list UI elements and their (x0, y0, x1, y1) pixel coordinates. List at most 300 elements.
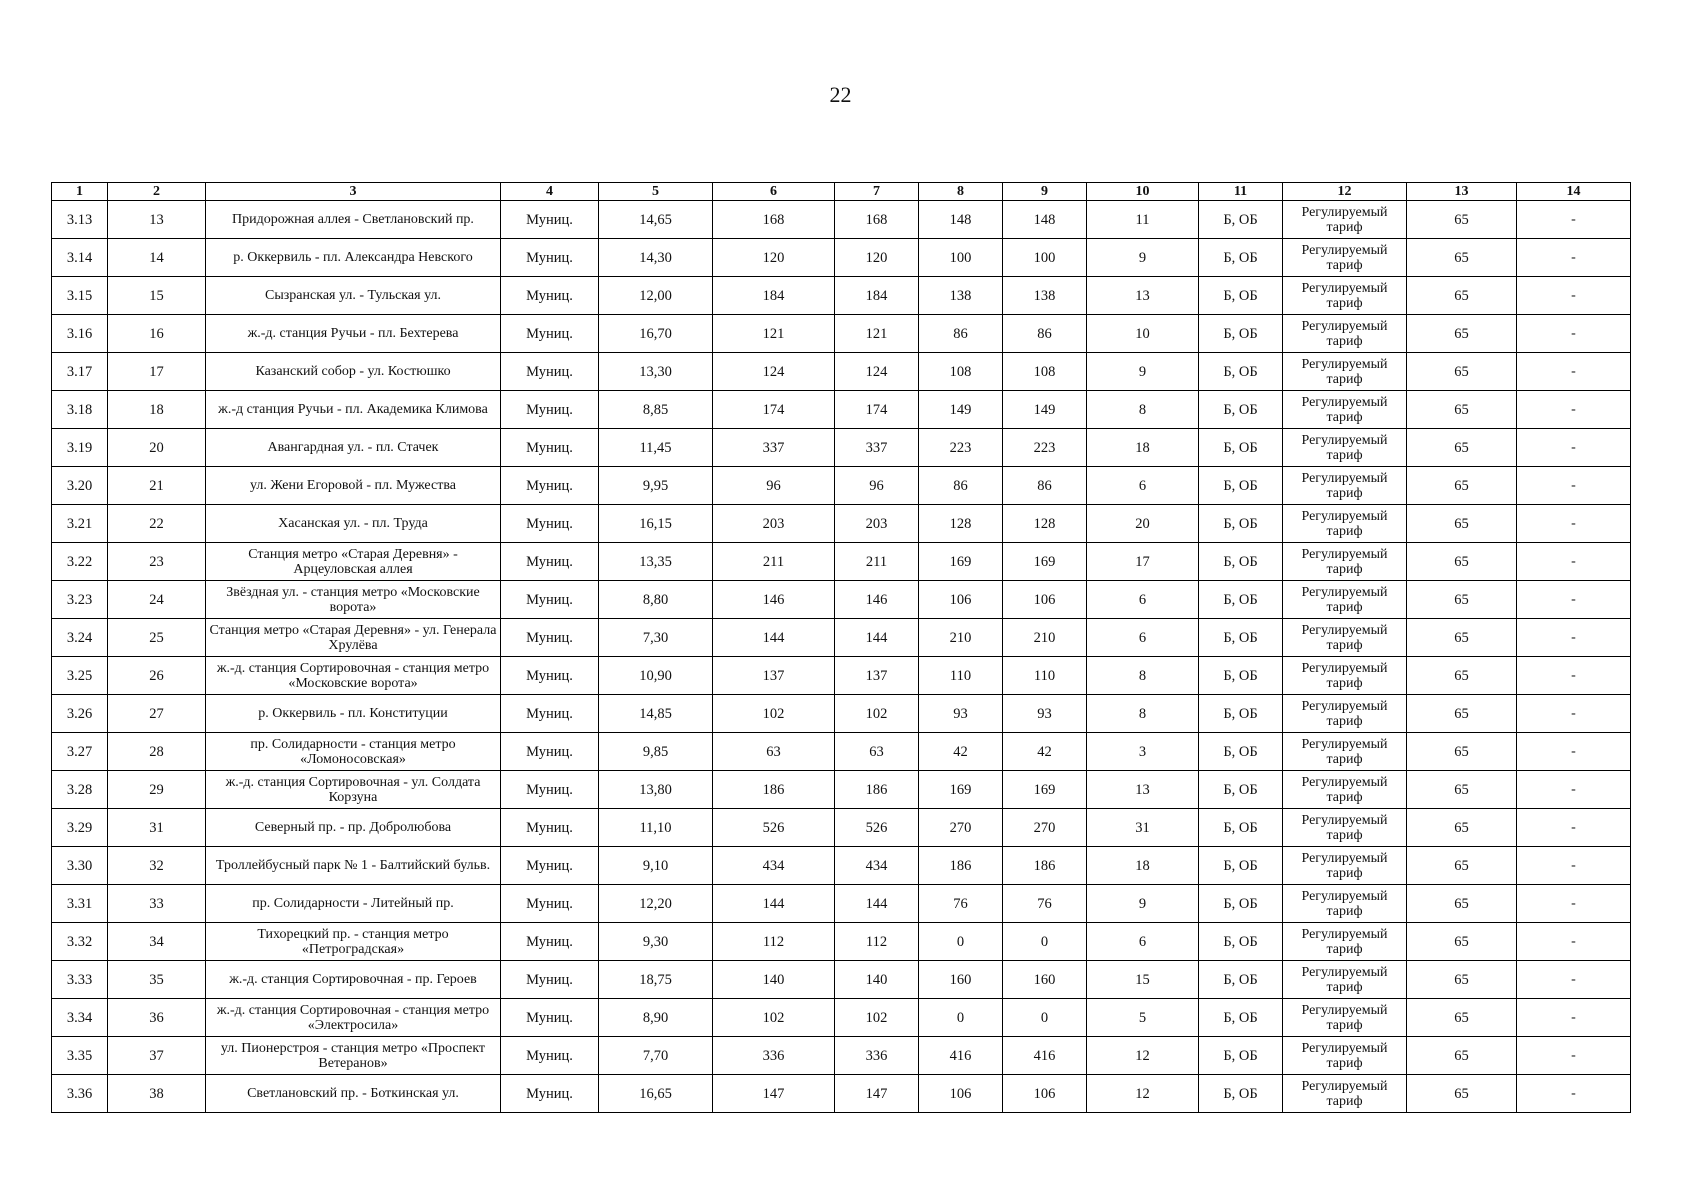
value-cell: 210 (919, 619, 1003, 657)
dash-cell: - (1517, 581, 1631, 619)
value-cell: 160 (919, 961, 1003, 999)
value-cell: 42 (919, 733, 1003, 771)
value-cell: 65 (1407, 277, 1517, 315)
value-cell: 106 (919, 581, 1003, 619)
dash-cell: - (1517, 353, 1631, 391)
column-header: 8 (919, 183, 1003, 201)
table-row (52, 771, 1631, 809)
value-cell: 76 (1003, 885, 1087, 923)
route-number-cell: 28 (108, 733, 206, 771)
value-cell: 108 (1003, 353, 1087, 391)
dash-cell: - (1517, 847, 1631, 885)
dash-cell: - (1517, 657, 1631, 695)
row-number-cell: 3.30 (52, 847, 108, 885)
type-cell: Б, ОБ (1199, 467, 1283, 505)
type-cell: Б, ОБ (1199, 771, 1283, 809)
owner-cell: Муниц. (501, 695, 599, 733)
length-cell: 9,30 (599, 923, 713, 961)
table-row (52, 239, 1631, 277)
route-number-cell: 16 (108, 315, 206, 353)
value-cell: 128 (1003, 505, 1087, 543)
table-row (52, 505, 1631, 543)
dash-cell: - (1517, 999, 1631, 1037)
owner-cell: Муниц. (501, 771, 599, 809)
tariff-cell: Регулируемый тариф (1283, 999, 1407, 1037)
value-cell: 148 (1003, 201, 1087, 239)
owner-cell: Муниц. (501, 1037, 599, 1075)
table-row (52, 467, 1631, 505)
table-row (52, 391, 1631, 429)
value-cell: 12 (1087, 1075, 1199, 1113)
length-cell: 13,80 (599, 771, 713, 809)
dash-cell: - (1517, 429, 1631, 467)
row-number-cell: 3.31 (52, 885, 108, 923)
value-cell: 186 (919, 847, 1003, 885)
value-cell: 100 (1003, 239, 1087, 277)
value-cell: 93 (919, 695, 1003, 733)
tariff-cell: Регулируемый тариф (1283, 771, 1407, 809)
value-cell: 8 (1087, 695, 1199, 733)
table-row (52, 315, 1631, 353)
value-cell: 0 (919, 923, 1003, 961)
type-cell: Б, ОБ (1199, 999, 1283, 1037)
column-header: 5 (599, 183, 713, 201)
column-header: 14 (1517, 183, 1631, 201)
value-cell: 65 (1407, 809, 1517, 847)
tariff-cell: Регулируемый тариф (1283, 733, 1407, 771)
length-cell: 7,70 (599, 1037, 713, 1075)
value-cell: 65 (1407, 999, 1517, 1037)
value-cell: 186 (835, 771, 919, 809)
row-number-cell: 3.22 (52, 543, 108, 581)
value-cell: 15 (1087, 961, 1199, 999)
route-name-cell: Станция метро «Старая Деревня» - Арцеуловская аллея (206, 543, 501, 581)
value-cell: 65 (1407, 1075, 1517, 1113)
dash-cell: - (1517, 733, 1631, 771)
value-cell: 434 (713, 847, 835, 885)
type-cell: Б, ОБ (1199, 505, 1283, 543)
value-cell: 6 (1087, 467, 1199, 505)
value-cell: 100 (919, 239, 1003, 277)
dash-cell: - (1517, 467, 1631, 505)
value-cell: 186 (1003, 847, 1087, 885)
value-cell: 124 (835, 353, 919, 391)
value-cell: 144 (835, 619, 919, 657)
route-number-cell: 29 (108, 771, 206, 809)
type-cell: Б, ОБ (1199, 885, 1283, 923)
value-cell: 0 (1003, 923, 1087, 961)
value-cell: 121 (835, 315, 919, 353)
row-number-cell: 3.13 (52, 201, 108, 239)
value-cell: 186 (713, 771, 835, 809)
route-name-cell: ул. Жени Егоровой - пл. Мужества (206, 467, 501, 505)
value-cell: 203 (835, 505, 919, 543)
value-cell: 137 (835, 657, 919, 695)
length-cell: 16,70 (599, 315, 713, 353)
table-row (52, 999, 1631, 1037)
value-cell: 149 (919, 391, 1003, 429)
table-row (52, 733, 1631, 771)
value-cell: 140 (713, 961, 835, 999)
value-cell: 416 (919, 1037, 1003, 1075)
type-cell: Б, ОБ (1199, 581, 1283, 619)
route-number-cell: 38 (108, 1075, 206, 1113)
value-cell: 96 (835, 467, 919, 505)
value-cell: 416 (1003, 1037, 1087, 1075)
table-row (52, 1037, 1631, 1075)
value-cell: 65 (1407, 429, 1517, 467)
length-cell: 9,10 (599, 847, 713, 885)
length-cell: 18,75 (599, 961, 713, 999)
value-cell: 120 (713, 239, 835, 277)
route-number-cell: 31 (108, 809, 206, 847)
length-cell: 14,85 (599, 695, 713, 733)
route-name-cell: ж.-д. станция Сортировочная - станция метро «Московские ворота» (206, 657, 501, 695)
row-number-cell: 3.33 (52, 961, 108, 999)
route-name-cell: р. Оккервиль - пл. Конституции (206, 695, 501, 733)
value-cell: 144 (713, 619, 835, 657)
value-cell: 147 (713, 1075, 835, 1113)
value-cell: 138 (1003, 277, 1087, 315)
tariff-cell: Регулируемый тариф (1283, 847, 1407, 885)
value-cell: 65 (1407, 1037, 1517, 1075)
type-cell: Б, ОБ (1199, 733, 1283, 771)
length-cell: 12,20 (599, 885, 713, 923)
value-cell: 0 (919, 999, 1003, 1037)
dash-cell: - (1517, 239, 1631, 277)
dash-cell: - (1517, 543, 1631, 581)
tariff-cell: Регулируемый тариф (1283, 391, 1407, 429)
value-cell: 106 (1003, 581, 1087, 619)
value-cell: 13 (1087, 277, 1199, 315)
dash-cell: - (1517, 695, 1631, 733)
route-number-cell: 14 (108, 239, 206, 277)
dash-cell: - (1517, 619, 1631, 657)
route-number-cell: 33 (108, 885, 206, 923)
row-number-cell: 3.20 (52, 467, 108, 505)
header-row (52, 183, 1631, 201)
value-cell: 121 (713, 315, 835, 353)
route-name-cell: ж.-д. станция Сортировочная - пр. Героев (206, 961, 501, 999)
column-header: 6 (713, 183, 835, 201)
table-row (52, 657, 1631, 695)
owner-cell: Муниц. (501, 277, 599, 315)
length-cell: 9,95 (599, 467, 713, 505)
value-cell: 160 (1003, 961, 1087, 999)
dash-cell: - (1517, 277, 1631, 315)
value-cell: 124 (713, 353, 835, 391)
row-number-cell: 3.17 (52, 353, 108, 391)
dash-cell: - (1517, 201, 1631, 239)
dash-cell: - (1517, 1075, 1631, 1113)
page-number: 22 (829, 82, 852, 107)
owner-cell: Муниц. (501, 239, 599, 277)
row-number-cell: 3.34 (52, 999, 108, 1037)
tariff-cell: Регулируемый тариф (1283, 429, 1407, 467)
value-cell: 12 (1087, 1037, 1199, 1075)
route-name-cell: Северный пр. - пр. Добролюбова (206, 809, 501, 847)
route-name-cell: Хасанская ул. - пл. Труда (206, 505, 501, 543)
value-cell: 65 (1407, 581, 1517, 619)
row-number-cell: 3.25 (52, 657, 108, 695)
tariff-cell: Регулируемый тариф (1283, 315, 1407, 353)
row-number-cell: 3.32 (52, 923, 108, 961)
value-cell: 108 (919, 353, 1003, 391)
tariff-cell: Регулируемый тариф (1283, 1075, 1407, 1113)
value-cell: 434 (835, 847, 919, 885)
table-row (52, 581, 1631, 619)
route-name-cell: Тихорецкий пр. - станция метро «Петроградская» (206, 923, 501, 961)
owner-cell: Муниц. (501, 961, 599, 999)
value-cell: 337 (835, 429, 919, 467)
route-name-cell: Светлановский пр. - Боткинская ул. (206, 1075, 501, 1113)
route-number-cell: 18 (108, 391, 206, 429)
route-number-cell: 20 (108, 429, 206, 467)
value-cell: 102 (713, 695, 835, 733)
length-cell: 13,35 (599, 543, 713, 581)
value-cell: 86 (1003, 315, 1087, 353)
owner-cell: Муниц. (501, 543, 599, 581)
length-cell: 16,65 (599, 1075, 713, 1113)
owner-cell: Муниц. (501, 885, 599, 923)
value-cell: 65 (1407, 201, 1517, 239)
length-cell: 11,10 (599, 809, 713, 847)
row-number-cell: 3.27 (52, 733, 108, 771)
type-cell: Б, ОБ (1199, 201, 1283, 239)
column-header: 7 (835, 183, 919, 201)
value-cell: 8 (1087, 391, 1199, 429)
value-cell: 270 (1003, 809, 1087, 847)
value-cell: 65 (1407, 657, 1517, 695)
route-table (51, 182, 1631, 1113)
route-name-cell: ж.-д. станция Сортировочная - ул. Солдата Корзуна (206, 771, 501, 809)
value-cell: 65 (1407, 619, 1517, 657)
type-cell: Б, ОБ (1199, 543, 1283, 581)
length-cell: 10,90 (599, 657, 713, 695)
route-name-cell: ж.-д. станция Ручьи - пл. Бехтерева (206, 315, 501, 353)
type-cell: Б, ОБ (1199, 429, 1283, 467)
column-header: 4 (501, 183, 599, 201)
value-cell: 93 (1003, 695, 1087, 733)
table-row (52, 695, 1631, 733)
value-cell: 112 (713, 923, 835, 961)
value-cell: 20 (1087, 505, 1199, 543)
route-number-cell: 22 (108, 505, 206, 543)
column-header: 12 (1283, 183, 1407, 201)
value-cell: 144 (835, 885, 919, 923)
value-cell: 65 (1407, 695, 1517, 733)
table-row (52, 201, 1631, 239)
tariff-cell: Регулируемый тариф (1283, 885, 1407, 923)
route-name-cell: р. Оккервиль - пл. Александра Невского (206, 239, 501, 277)
value-cell: 42 (1003, 733, 1087, 771)
value-cell: 65 (1407, 315, 1517, 353)
length-cell: 13,30 (599, 353, 713, 391)
column-header: 1 (52, 183, 108, 201)
value-cell: 10 (1087, 315, 1199, 353)
type-cell: Б, ОБ (1199, 315, 1283, 353)
value-cell: 65 (1407, 543, 1517, 581)
value-cell: 526 (713, 809, 835, 847)
table-body (52, 201, 1631, 1113)
route-number-cell: 35 (108, 961, 206, 999)
tariff-cell: Регулируемый тариф (1283, 923, 1407, 961)
route-number-cell: 24 (108, 581, 206, 619)
table-row (52, 353, 1631, 391)
value-cell: 13 (1087, 771, 1199, 809)
table-row (52, 619, 1631, 657)
route-number-cell: 32 (108, 847, 206, 885)
value-cell: 169 (919, 543, 1003, 581)
value-cell: 184 (713, 277, 835, 315)
value-cell: 65 (1407, 353, 1517, 391)
column-header: 3 (206, 183, 501, 201)
length-cell: 8,85 (599, 391, 713, 429)
row-number-cell: 3.28 (52, 771, 108, 809)
owner-cell: Муниц. (501, 619, 599, 657)
column-header: 9 (1003, 183, 1087, 201)
route-name-cell: Станция метро «Старая Деревня» - ул. Генерала Хрулёва (206, 619, 501, 657)
table-row (52, 809, 1631, 847)
owner-cell: Муниц. (501, 999, 599, 1037)
row-number-cell: 3.29 (52, 809, 108, 847)
table-row (52, 961, 1631, 999)
column-header: 10 (1087, 183, 1199, 201)
table-row (52, 847, 1631, 885)
value-cell: 86 (919, 315, 1003, 353)
tariff-cell: Регулируемый тариф (1283, 809, 1407, 847)
length-cell: 11,45 (599, 429, 713, 467)
column-header: 11 (1199, 183, 1283, 201)
route-name-cell: пр. Солидарности - станция метро «Ломоносовская» (206, 733, 501, 771)
owner-cell: Муниц. (501, 315, 599, 353)
value-cell: 210 (1003, 619, 1087, 657)
column-header: 2 (108, 183, 206, 201)
value-cell: 203 (713, 505, 835, 543)
value-cell: 0 (1003, 999, 1087, 1037)
tariff-cell: Регулируемый тариф (1283, 581, 1407, 619)
value-cell: 106 (919, 1075, 1003, 1113)
owner-cell: Муниц. (501, 201, 599, 239)
row-number-cell: 3.21 (52, 505, 108, 543)
value-cell: 174 (835, 391, 919, 429)
value-cell: 102 (713, 999, 835, 1037)
value-cell: 65 (1407, 961, 1517, 999)
value-cell: 146 (713, 581, 835, 619)
value-cell: 65 (1407, 847, 1517, 885)
dash-cell: - (1517, 771, 1631, 809)
type-cell: Б, ОБ (1199, 1037, 1283, 1075)
table-row (52, 277, 1631, 315)
type-cell: Б, ОБ (1199, 353, 1283, 391)
value-cell: 148 (919, 201, 1003, 239)
value-cell: 17 (1087, 543, 1199, 581)
value-cell: 110 (1003, 657, 1087, 695)
value-cell: 337 (713, 429, 835, 467)
owner-cell: Муниц. (501, 467, 599, 505)
length-cell: 7,30 (599, 619, 713, 657)
value-cell: 223 (919, 429, 1003, 467)
value-cell: 120 (835, 239, 919, 277)
tariff-cell: Регулируемый тариф (1283, 657, 1407, 695)
route-name-cell: Троллейбусный парк № 1 - Балтийский бульв. (206, 847, 501, 885)
value-cell: 65 (1407, 467, 1517, 505)
value-cell: 63 (835, 733, 919, 771)
tariff-cell: Регулируемый тариф (1283, 201, 1407, 239)
tariff-cell: Регулируемый тариф (1283, 543, 1407, 581)
type-cell: Б, ОБ (1199, 809, 1283, 847)
dash-cell: - (1517, 391, 1631, 429)
dash-cell: - (1517, 923, 1631, 961)
value-cell: 65 (1407, 771, 1517, 809)
value-cell: 96 (713, 467, 835, 505)
route-number-cell: 13 (108, 201, 206, 239)
route-name-cell: Придорожная аллея - Светлановский пр. (206, 201, 501, 239)
type-cell: Б, ОБ (1199, 239, 1283, 277)
table-row (52, 923, 1631, 961)
type-cell: Б, ОБ (1199, 1075, 1283, 1113)
length-cell: 14,30 (599, 239, 713, 277)
dash-cell: - (1517, 809, 1631, 847)
value-cell: 65 (1407, 391, 1517, 429)
tariff-cell: Регулируемый тариф (1283, 467, 1407, 505)
value-cell: 147 (835, 1075, 919, 1113)
owner-cell: Муниц. (501, 733, 599, 771)
value-cell: 9 (1087, 239, 1199, 277)
length-cell: 14,65 (599, 201, 713, 239)
type-cell: Б, ОБ (1199, 695, 1283, 733)
row-number-cell: 3.36 (52, 1075, 108, 1113)
value-cell: 168 (713, 201, 835, 239)
tariff-cell: Регулируемый тариф (1283, 619, 1407, 657)
owner-cell: Муниц. (501, 429, 599, 467)
owner-cell: Муниц. (501, 353, 599, 391)
length-cell: 16,15 (599, 505, 713, 543)
value-cell: 184 (835, 277, 919, 315)
route-number-cell: 27 (108, 695, 206, 733)
value-cell: 3 (1087, 733, 1199, 771)
dash-cell: - (1517, 961, 1631, 999)
row-number-cell: 3.23 (52, 581, 108, 619)
type-cell: Б, ОБ (1199, 657, 1283, 695)
value-cell: 169 (919, 771, 1003, 809)
value-cell: 6 (1087, 581, 1199, 619)
value-cell: 102 (835, 695, 919, 733)
row-number-cell: 3.26 (52, 695, 108, 733)
route-number-cell: 34 (108, 923, 206, 961)
owner-cell: Муниц. (501, 923, 599, 961)
value-cell: 65 (1407, 885, 1517, 923)
value-cell: 86 (919, 467, 1003, 505)
column-header: 13 (1407, 183, 1517, 201)
value-cell: 169 (1003, 771, 1087, 809)
tariff-cell: Регулируемый тариф (1283, 695, 1407, 733)
value-cell: 149 (1003, 391, 1087, 429)
value-cell: 140 (835, 961, 919, 999)
value-cell: 146 (835, 581, 919, 619)
type-cell: Б, ОБ (1199, 619, 1283, 657)
route-name-cell: Звёздная ул. - станция метро «Московские ворота» (206, 581, 501, 619)
route-number-cell: 25 (108, 619, 206, 657)
type-cell: Б, ОБ (1199, 961, 1283, 999)
owner-cell: Муниц. (501, 657, 599, 695)
value-cell: 526 (835, 809, 919, 847)
value-cell: 11 (1087, 201, 1199, 239)
tariff-cell: Регулируемый тариф (1283, 239, 1407, 277)
value-cell: 112 (835, 923, 919, 961)
tariff-cell: Регулируемый тариф (1283, 505, 1407, 543)
dash-cell: - (1517, 505, 1631, 543)
